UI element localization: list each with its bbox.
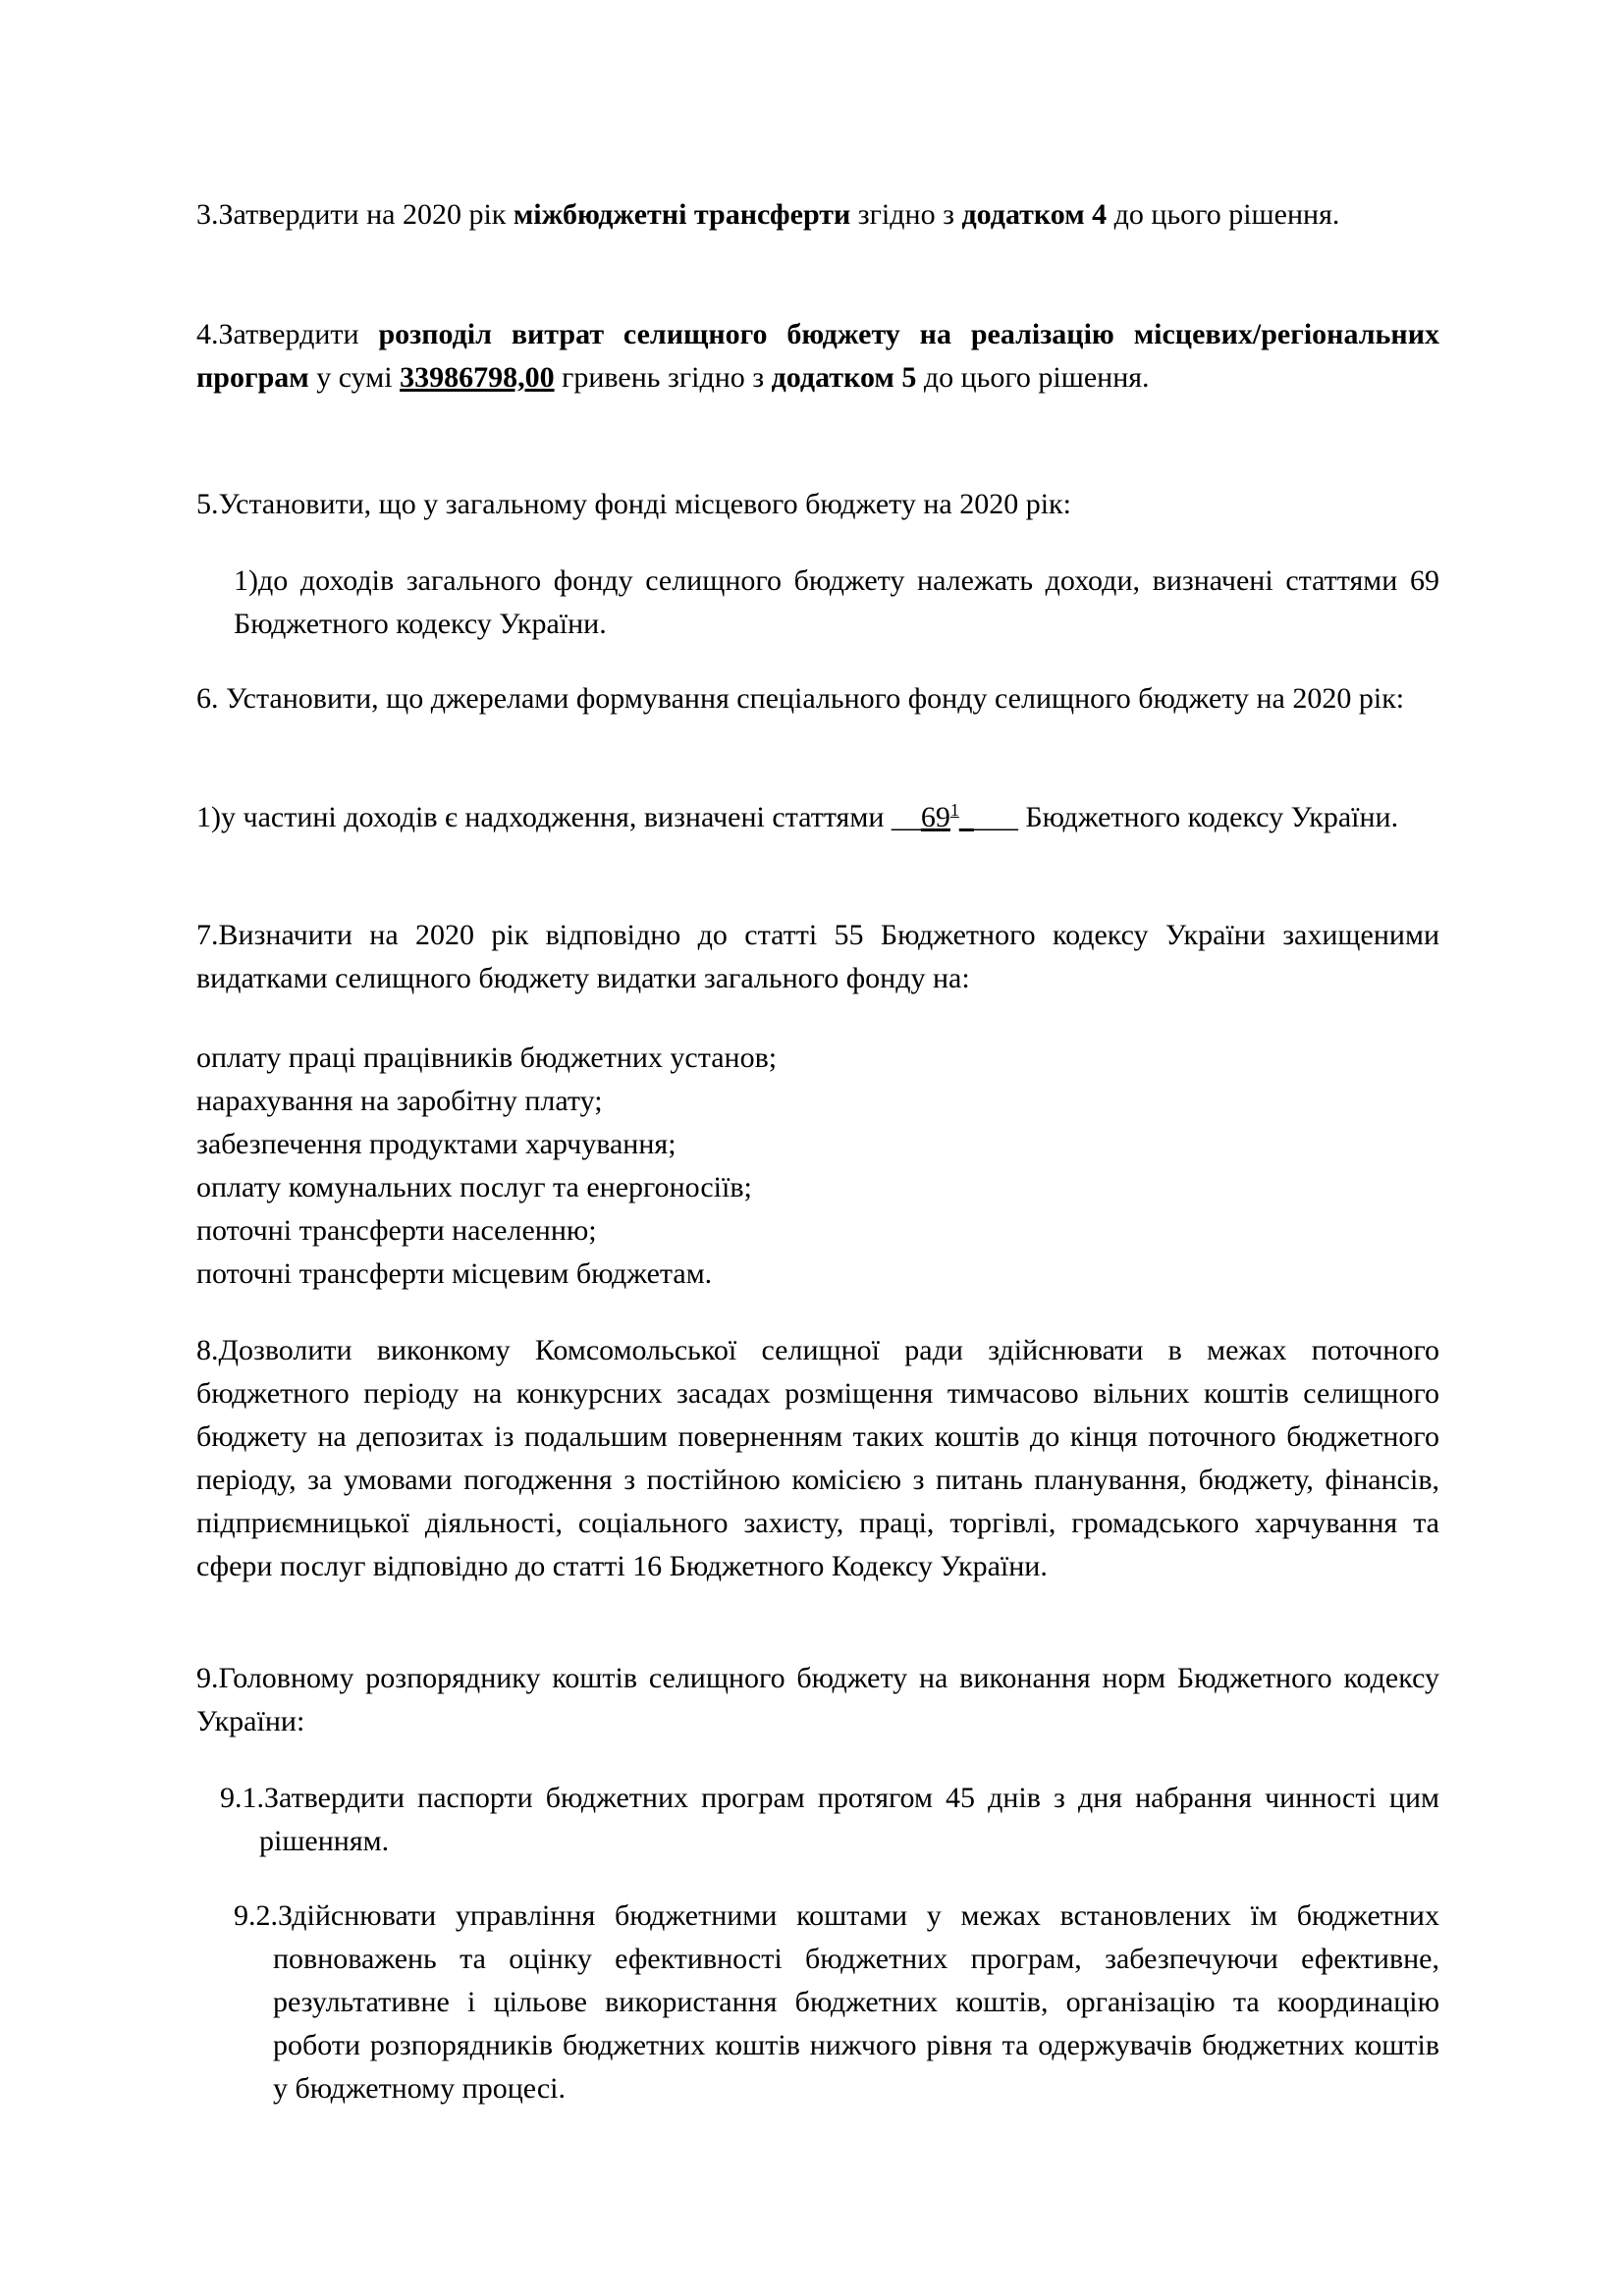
bold-text: додатком 4 [961,198,1108,231]
list-item: поточні трансферти місцевим бюджетам. [196,1257,713,1290]
text: згідно з [850,198,962,231]
blank-line: ___ [973,801,1018,833]
amount-text: 33986798,00 [400,361,555,394]
bold-text: міжбюджетні трансферти [513,198,851,231]
paragraph-6-1 [196,796,1439,839]
bold-text: розподіл витрат селищного бюджету на реалізацію місцевих/регіональних програм [196,318,1439,394]
paragraph-6: 6. Установити, що джерелами формування спеціального фонду селищного бюджету на 2020 рік: [196,682,1405,715]
blank-line: __ [891,801,921,833]
text: до цього рішення. [1107,198,1340,231]
text: 4.Затвердити [196,318,379,350]
blank-line: _ [958,801,974,833]
paragraph-3 [196,193,1439,237]
text: 3.Затвердити на 2020 рік [196,198,514,231]
paragraph-7: 7.Визначити на 2020 рік відповідно до статті 55 Бюджетного кодексу України захищеними видатками селищного бюджету видатки загального фонду на: [196,919,1439,994]
paragraph-9: 9.Головному розпоряднику коштів селищного бюджету на виконання норм Бюджетного кодексу України: [196,1662,1439,1737]
paragraph-4 [196,313,1439,400]
text: гривень згідно з [554,361,772,394]
text: до цього рішення. [916,361,1150,394]
paragraph-5-1: 1)до доходів загального фонду селищного бюджету належать доходи, визначені статтями 69 Бюджетного кодексу України. [234,564,1439,640]
bold-text: додатком 5 [771,361,917,394]
text: у сумі [308,361,401,394]
list-item: нарахування на заробітну плату; [196,1085,603,1117]
protected-expenses-list [196,1037,1439,1296]
list-item: оплату праці працівників бюджетних установ; [196,1041,778,1074]
paragraph-9-2: 9.2.Здійснювати управління бюджетними коштами у межах встановлених їм бюджетних повноважень та оцінку ефективності бюджетних програм, забезпечуючи ефективне, результативне і цільове використання бюджетних коштів, організацію та координацію роботи розпорядників бюджетних коштів нижчого рівня та одержувачів бюджетних коштів у бюджетному процесі. [234,1899,1439,2105]
superscript: 1 [949,800,959,820]
list-item: оплату комунальних послуг та енергоносіїв; [196,1171,752,1203]
list-item: поточні трансферти населенню; [196,1214,597,1247]
list-item: забезпечення продуктами харчування; [196,1128,677,1160]
paragraph-8: 8.Дозволити виконкому Комсомольської селищної ради здійснювати в межах поточного бюджетного періоду на конкурсних засадах розміщення тимчасово вільних коштів селищного бюджету на депозитах із подальшим поверненням таких коштів до кінця поточного бюджетного періоду, за умовами погодження з постійною комісією з питань планування, бюджету, фінансів, підприємницької діяльності, соціального захисту, праці, торгівлі, громадського харчування та сфери послуг відповідно до статті 16 Бюджетного Кодексу України. [196,1334,1439,1582]
article-number: 69 [920,801,950,833]
paragraph-5: 5.Установити, що у загальному фонді місцевого бюджету на 2020 рік: [196,488,1071,520]
text: 1)у частині доходів є надходження, визначені статтями [196,801,892,833]
paragraph-9-1: 9.1.Затвердити паспорти бюджетних програм протягом 45 днів з дня набрання чинності цим рішенням. [220,1782,1439,1857]
text: Бюджетного кодексу України. [1017,801,1399,833]
